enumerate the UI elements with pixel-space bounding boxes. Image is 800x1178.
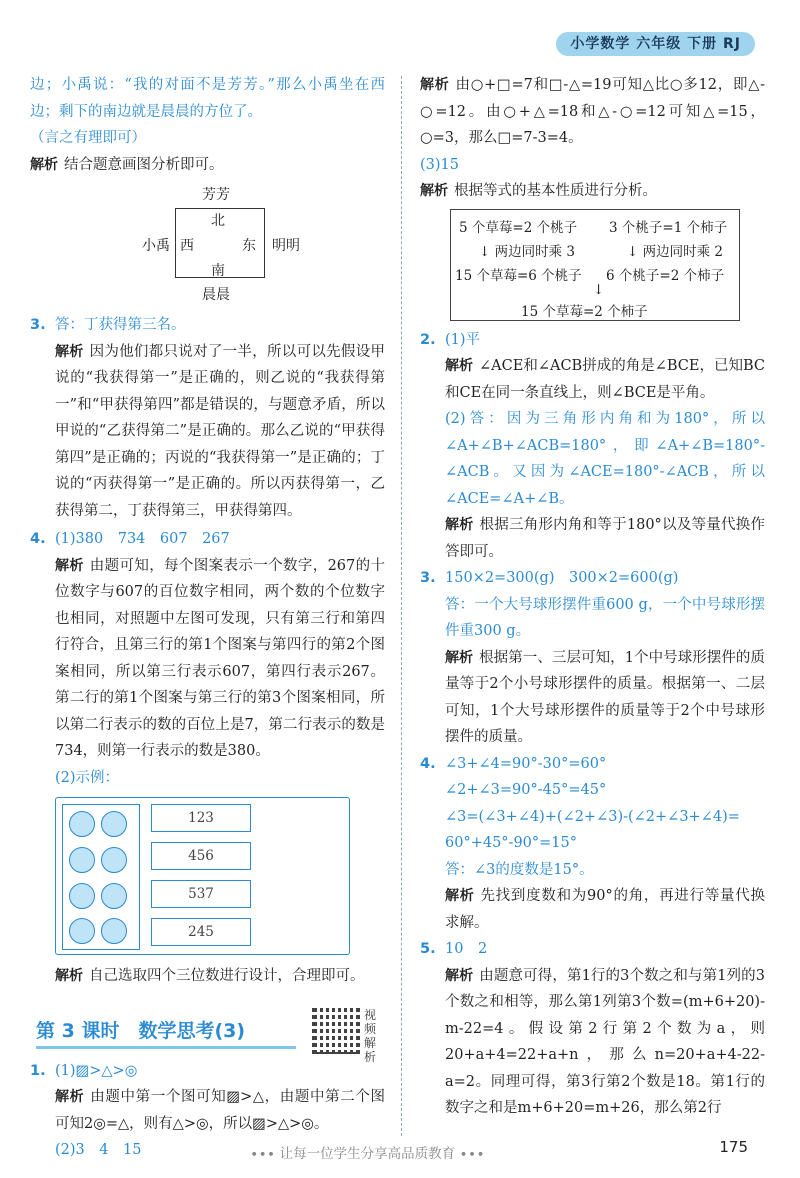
- qr-code-pattern: [312, 1006, 360, 1054]
- lesson-title: 第 3 课时 数学思考(3): [36, 1019, 246, 1042]
- answer-text: 边；小禹说：“我的对面不是芳芳。”那么小禹坐在西边；剩下的南边就是晨晨的方位了。: [30, 77, 385, 120]
- equation-box: [450, 209, 740, 321]
- answer-text: (1)380 734 607 267: [55, 531, 230, 547]
- diagram-left-label: 小禹: [142, 238, 170, 254]
- qr-label: 视频解析: [364, 1007, 377, 1064]
- answer-text: 答：∠3的度数是15°。: [445, 861, 594, 878]
- question-number: 3.: [30, 317, 46, 333]
- analysis-label: 解析: [30, 156, 58, 173]
- diagram-south: 南: [211, 263, 225, 279]
- answer-text: (1)平: [445, 331, 481, 348]
- analysis-text: 由○+□=7和□-△=19可知△比○多12，即△-○=12。由○+△=18和△-○=12可知△=15，○=3，那么□=7-3=4。: [420, 77, 766, 146]
- answer-text: ∠3+∠4=90°-30°=60°: [445, 755, 607, 772]
- analysis-text: 结合题意画图分析即可。: [64, 156, 224, 173]
- analysis-label: 解析: [445, 517, 474, 533]
- pattern-grid: [62, 804, 140, 950]
- analysis-label: 解析: [445, 888, 475, 904]
- analysis-label: 解析: [55, 343, 84, 360]
- analysis-label: 解析: [420, 183, 448, 199]
- down-arrow-icon: ↓: [593, 281, 605, 298]
- number-box: 245: [151, 918, 251, 946]
- question-number: 3.: [420, 570, 436, 586]
- question-number: 1.: [30, 1062, 46, 1079]
- answer-text: (3)15: [420, 156, 459, 173]
- analysis-text: 根据三角形内角和等于180°以及等量代换作答即可。: [445, 517, 765, 560]
- analysis-text: 由题意可得，第1行的3个数之和与第1列的3个数之和相等，那么第1列第3个数=(m+6+20)-m-22=4。假设第2行第2个数为a，则20+a+4=22+a+n，那么n=20+a+4-22-a=2。同理可得，第3行第2个数是18。第1行的数字之和是m+6+20=m+26，那么第2行: [445, 967, 766, 1116]
- answer-text: ∠3=(∠3+∠4)+(∠2+∠3)-(∠2+∠3+∠4)=: [445, 808, 740, 825]
- diagram-east: 东: [242, 238, 256, 254]
- diagram-right-label: 明明: [272, 238, 300, 254]
- column-divider: [401, 76, 402, 1136]
- analysis-text: 由题中第一个图可知▨>△，由题中第二个图可知2◎=△，则有△>◎，所以▨>△>◎。: [55, 1089, 385, 1132]
- eq-text: 3 个桃子=1 个柿子: [609, 219, 728, 236]
- answer-text: 答：丁获得第三名。: [55, 317, 186, 333]
- analysis-label: 解析: [445, 649, 474, 666]
- analysis-label: 解析: [55, 557, 84, 574]
- question-number: 4.: [30, 531, 46, 547]
- analysis-text: 因为他们都只说对了一半，所以可以先假设甲说的“我获得第一”是正确的，则乙说的“我获得第一”和“甲获得第四”都是错误的，与题意矛盾，所以甲说的“乙获得第二”是正确的。那么乙说的“甲获得第四”是正确的；丙说的“我获得第一”是正确的；丁说的“丙获得第一”是正确的。所以丙获得第一，乙获得第二，丁获得第三，甲获得第四。: [55, 343, 386, 519]
- number-box: 456: [151, 842, 251, 870]
- question-number: 5.: [420, 941, 436, 957]
- analysis-label: 解析: [445, 358, 474, 374]
- eq-text: ↓ 两边同时乘 3: [479, 243, 575, 260]
- diagram-west: 西: [180, 238, 194, 254]
- answer-text: 答：一个大号球形摆件重600 g，一个中号球形摆件重300 g。: [445, 596, 765, 639]
- right-column: [420, 72, 765, 1122]
- direction-diagram: [30, 180, 385, 308]
- eq-text: 15 个草莓=6 个桃子: [455, 267, 582, 284]
- answer-text: 150×2=300(g) 300×2=600(g): [445, 570, 679, 586]
- analysis-text: ∠ACE和∠ACB拼成的角是∠BCE，已知BC和CE在同一条直线上，则∠BCE是平角。: [445, 358, 765, 401]
- analysis-label: 解析: [445, 967, 474, 984]
- analysis-text: 先找到度数和为90°的角，再进行等量代换求解。: [445, 888, 765, 931]
- diagram-bottom-label: 晨晨: [202, 287, 230, 303]
- answer-text: ∠2+∠3=90°-45°=45°: [445, 782, 607, 798]
- answer-text: (1)▨>△>◎: [55, 1062, 138, 1079]
- number-box: 537: [151, 880, 251, 908]
- answer-text: (2)答：因为三角形内角和为180°，所以∠A+∠B+∠ACB=180°，即∠A+∠B=180°-∠ACB。又因为∠ACE=180°-∠ACB，所以∠ACE=∠A+∠B。: [445, 411, 765, 507]
- eq-text: 5 个草莓=2 个桃子: [459, 219, 578, 236]
- eq-text: ↓ 两边同时乘 2: [627, 243, 723, 260]
- analysis-label: 解析: [420, 77, 450, 93]
- answer-text: (2)3 4 15: [55, 1142, 142, 1158]
- answer-text: 10 2: [445, 941, 488, 957]
- question-number: 2.: [420, 331, 436, 348]
- lesson-header: [30, 1007, 385, 1064]
- footer-slogan: ∙∙∙ 让每一位学生分享高品质教育 ∙∙∙: [250, 1146, 485, 1162]
- eq-text: 6 个桃子=2 个柿子: [606, 267, 725, 284]
- analysis-text: 根据等式的基本性质进行分析。: [454, 183, 657, 199]
- analysis-text: 根据第一、三层可知，1个中号球形摆件的质量等于2个小号球形摆件的质量。根据第一、二层可知，1个大号球形摆件的质量等于2个中号球形摆件的质量。: [445, 649, 765, 745]
- answer-text: (2)示例：: [55, 769, 120, 786]
- number-box: 123: [151, 804, 251, 832]
- analysis-text: 自己选取四个三位数进行设计，合理即可。: [89, 968, 365, 984]
- diagram-north: 北: [211, 213, 225, 229]
- answer-text: 60°+45°-90°=15°: [445, 835, 578, 851]
- analysis-text: 由题可知，每个图案表示一个数字，267的十位数字与607的百位数字相同，两个数的个位数字也相同，对照题中左图可发现，只有第三行和第四行符合，且第三行的第1个图案与第四行的第2个图案相同，所以第三行表示607，第四行表示267。第二行的第1个图案与第三行的第3个图案相同，所以第二行表示的数的百位上是7，第二行表示的数是734，则第一行表示的数是380。: [55, 557, 385, 759]
- page-number: 175: [719, 1138, 748, 1156]
- lesson-underline: [36, 1046, 296, 1049]
- left-column: [30, 72, 385, 1164]
- pattern-figure: [55, 797, 350, 955]
- book-header-tab: 小学数学 六年级 下册 RJ: [556, 32, 755, 56]
- diagram-top-label: 芳芳: [202, 187, 230, 203]
- eq-text: 15 个草莓=2 个柿子: [521, 303, 648, 320]
- analysis-label: 解析: [55, 1089, 85, 1105]
- analysis-label: 解析: [55, 968, 83, 984]
- answer-note: （言之有理即可）: [30, 130, 146, 146]
- question-number: 4.: [420, 755, 436, 772]
